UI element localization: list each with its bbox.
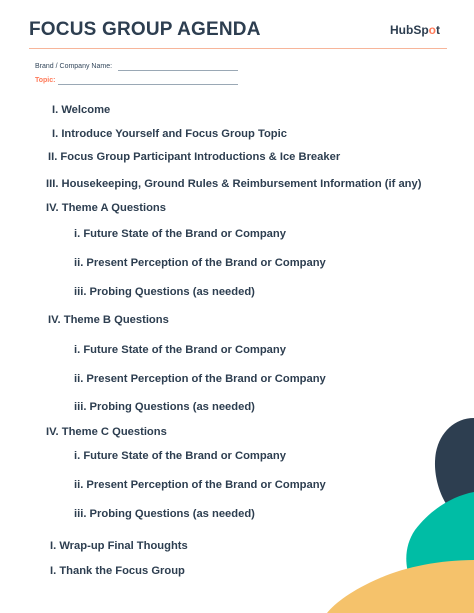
agenda-subitem: iii. Probing Questions (as needed) — [74, 401, 255, 413]
agenda-item: IV. Theme A Questions — [46, 202, 166, 214]
agenda-subitem: iii. Probing Questions (as needed) — [74, 286, 255, 298]
agenda-item: I. Welcome — [52, 104, 111, 116]
logo-text-b: o — [428, 23, 437, 37]
agenda-item: III. Housekeeping, Ground Rules & Reimbursement Information (if any) — [46, 178, 422, 190]
header-divider — [29, 48, 447, 49]
agenda-subitem: i. Future State of the Brand or Company — [74, 344, 286, 356]
agenda-subitem: i. Future State of the Brand or Company — [74, 450, 286, 462]
yellow-shape — [327, 560, 474, 613]
agenda-item: IV. Theme B Questions — [48, 314, 169, 326]
agenda-subitem: ii. Present Perception of the Brand or Company — [74, 479, 326, 491]
logo-text-c: t — [436, 23, 441, 37]
topic-field-label: Topic: — [35, 77, 56, 84]
topic-field-line[interactable] — [58, 84, 238, 85]
logo-text-a: HubSp — [390, 23, 429, 37]
agenda-item: I. Wrap-up Final Thoughts — [50, 540, 188, 552]
agenda-subitem: iii. Probing Questions (as needed) — [74, 508, 255, 520]
page-title: FOCUS GROUP AGENDA — [29, 19, 261, 40]
agenda-subitem: ii. Present Perception of the Brand or Company — [74, 257, 326, 269]
agenda-item: IV. Theme C Questions — [46, 426, 167, 438]
agenda-item: I. Introduce Yourself and Focus Group Topic — [52, 128, 287, 140]
agenda-item: I. Thank the Focus Group — [50, 565, 185, 577]
agenda-subitem: ii. Present Perception of the Brand or Company — [74, 373, 326, 385]
agenda-subitem: i. Future State of the Brand or Company — [74, 228, 286, 240]
brand-field-line[interactable] — [118, 70, 238, 71]
brand-field-label: Brand / Company Name: — [35, 63, 113, 70]
hubspot-logo — [390, 23, 440, 37]
agenda-item: II. Focus Group Participant Introductions & Ice Breaker — [48, 151, 341, 163]
